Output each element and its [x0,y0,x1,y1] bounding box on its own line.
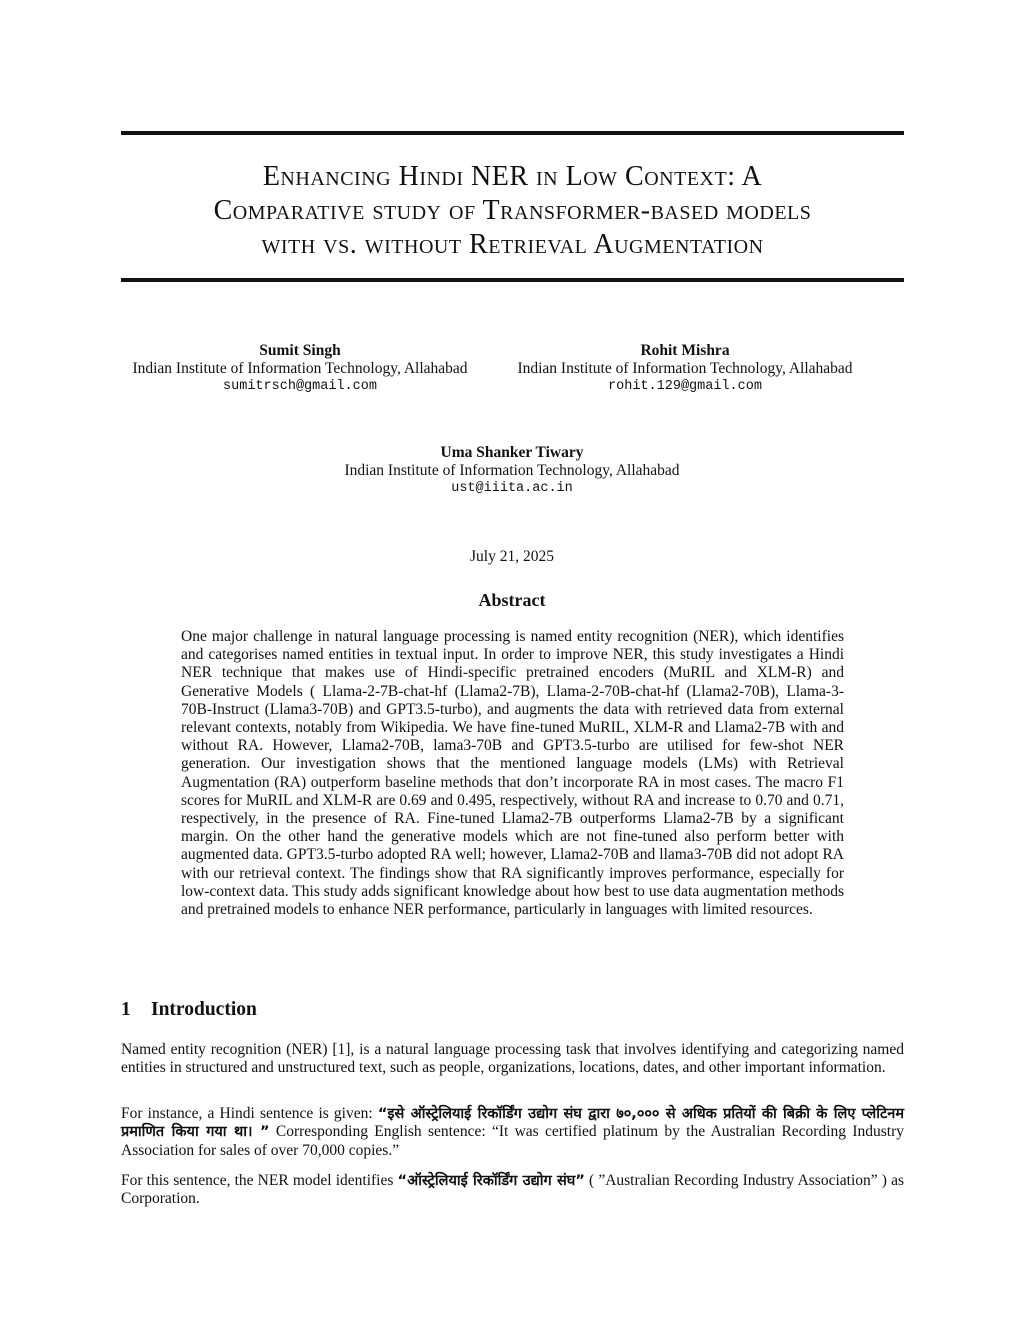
title-bottom-rule [121,278,904,282]
author-name: Uma Shanker Tiwary [440,444,584,461]
intro-paragraph-3 [121,1172,904,1209]
section-title: Introduction [151,999,257,1020]
title-top-rule [121,131,904,135]
intro-paragraph-2 [121,1105,904,1160]
title-line-2: Comparative study of Transformer-based models [213,195,812,226]
paragraph-rest: Corresponding English sentence: “It was certified platinum by the Australian Recording Industry Association for sales of over 70,000 copies.” [121,1123,904,1159]
hindi-sentence: “इसे ऑस्ट्रेलियाई रिकॉर्डिंग उद्योग संघ द्वारा ७०,००० से अधिक प्रतियों की बिक्री के लिए प्लेटिनम प्रमाणित किया गया था। ” [121,1106,904,1141]
title-line-1: Enhancing Hindi NER in Low Context: A [262,161,763,192]
author-email: sumitrsch@gmail.com [223,379,377,394]
title-line-3: with vs. without Retrieval Augmentation [261,229,764,260]
intro-paragraph-1: Named entity recognition (NER) [1], is a natural language processing task that involves identifying and categorizing named entities in structured and unstructured text, such as people, organizations, locations, dates, and other important information. [121,1041,904,1077]
author-name: Sumit Singh [259,342,341,359]
abstract-heading: Abstract [478,590,546,610]
author-name: Rohit Mishra [640,342,730,359]
paper-date: July 21, 2025 [470,548,554,565]
author-block-3 [262,444,762,498]
author-block-2 [480,342,890,396]
section-heading-introduction [121,999,257,1021]
author-affiliation: Indian Institute of Information Technology, Allahabad [132,360,468,377]
paragraph-rest: ( ”Australian Recording Industry Association” ) as Corporation. [121,1172,905,1208]
paragraph-lead: For instance, a Hindi sentence is given: [121,1105,378,1122]
paper-title [121,160,904,262]
author-block-1 [130,342,470,396]
paragraph-lead: For this sentence, the NER model identifies [121,1172,398,1189]
author-affiliation: Indian Institute of Information Technology, Allahabad [344,462,680,479]
author-affiliation: Indian Institute of Information Technology, Allahabad [517,360,853,377]
abstract-body: One major challenge in natural language processing is named entity recognition (NER), which identifies and categorises named entities in textual input. In order to improve NER, this study investigates a Hindi NER technique that makes use of Hindi-specific pretrained encoders (MuRIL and XLM-R) and Generative Models ( Llama-2-7B-chat-hf (Llama2-7B), Llama-2-70B-chat-hf (Llama2-70B), Llama-3-70B-Instruct (Llama3-70B) and GPT3.5-turbo), and augments the data with retrieved data from external relevant contexts, notably from Wikipedia. We have fine-tuned MuRIL, XLM-R and Llama2-7B with and without RA. However, Llama2-70B, lama3-70B and GPT3.5-turbo are utilised for few-shot NER generation. Our investigation shows that the mentioned language models (LMs) with Retrieval Augmentation (RA) outperform baseline methods that don’t incorporate RA in most cases. The macro F1 scores for MuRIL and XLM-R are 0.69 and 0.495, respectively, without RA and increase to 0.70 and 0.71, respectively, in the presence of RA. Fine-tuned Llama2-7B outperforms Llama2-7B by a significant margin. On the other hand the generative models which are not fine-tuned also perform better with augmented data. GPT3.5-turbo adopted RA well; however, Llama2-70B and llama3-70B did not adopt RA with our retrieval context. The findings show that RA significantly improves performance, especially for low-context data. This study adds significant knowledge about how best to use data augmentation methods and pretrained models to enhance NER performance, particularly in languages with limited resources. [181,628,844,919]
hindi-entity: “ऑस्ट्रेलियाई रिकॉर्डिंग उद्योग संघ” [397,1173,585,1189]
section-number: 1 [121,999,131,1020]
author-email: ust@iiita.ac.in [451,481,573,496]
author-email: rohit.129@gmail.com [608,379,762,394]
